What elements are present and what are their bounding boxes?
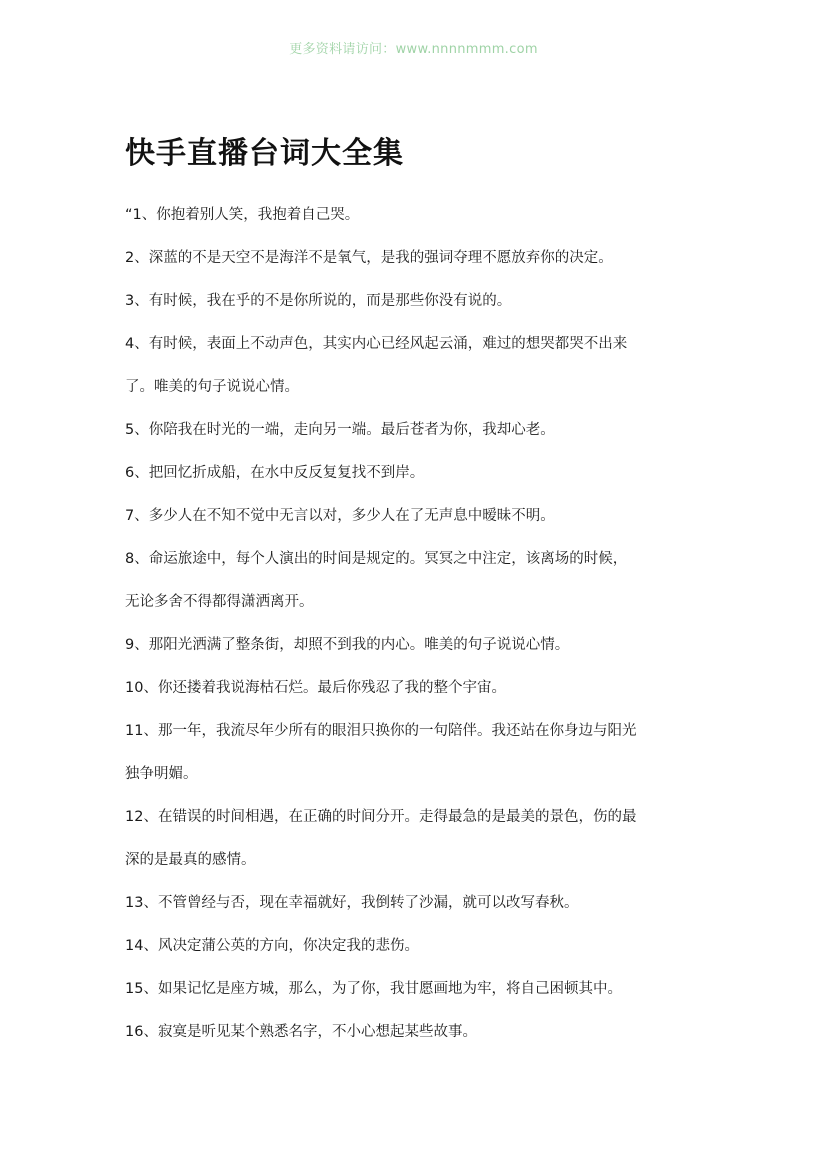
text-line: 3、有时候，我在乎的不是你所说的，而是那些你没有说的。 bbox=[125, 293, 512, 309]
text-line: 独争明媚。 bbox=[125, 766, 198, 782]
text-line: 5、你陪我在时光的一端，走向另一端。最后苍者为你，我却心老。 bbox=[125, 422, 555, 438]
text-line: 6、把回忆折成船，在水中反反复复找不到岸。 bbox=[125, 465, 425, 481]
watermark-text: 更多资料请访问：www.nnnnmmm.com bbox=[289, 42, 538, 57]
text-line: 10、你还搂着我说海枯石烂。最后你残忍了我的整个宇宙。 bbox=[125, 680, 506, 696]
text-line: 16、寂寞是听见某个熟悉名字，不小心想起某些故事。 bbox=[125, 1024, 477, 1040]
text-line: 了。唯美的句子说说心情。 bbox=[125, 379, 299, 395]
text-line: 7、多少人在不知不觉中无言以对，多少人在了无声息中暧昧不明。 bbox=[125, 508, 555, 524]
text-line: 2、深蓝的不是天空不是海洋不是氧气，是我的强词夺理不愿放弃你的决定。 bbox=[125, 250, 613, 266]
text-line: 13、不管曾经与否，现在幸福就好，我倒转了沙漏，就可以改写春秋。 bbox=[125, 895, 579, 911]
document-body bbox=[125, 204, 710, 1043]
text-line: 深的是最真的感情。 bbox=[125, 852, 256, 868]
text-line: 无论多舍不得都得潇洒离开。 bbox=[125, 594, 314, 610]
text-line: 8、命运旅途中，每个人演出的时间是规定的。冥冥之中注定，该离场的时候， bbox=[125, 551, 628, 567]
text-line: 9、那阳光洒满了整条街，却照不到我的内心。唯美的句子说说心情。 bbox=[125, 637, 570, 653]
text-line: 14、风决定蒲公英的方向，你决定我的悲伤。 bbox=[125, 938, 419, 954]
text-line: 11、那一年，我流尽年少所有的眼泪只换你的一句陪伴。我还站在你身边与阳光 bbox=[125, 723, 637, 739]
text-line: 12、在错误的时间相遇，在正确的时间分开。走得最急的是最美的景色，伤的最 bbox=[125, 809, 637, 825]
text-line: 15、如果记忆是座方城，那么，为了你，我甘愿画地为牢，将自己困顿其中。 bbox=[125, 981, 622, 997]
text-line: “1、你抱着别人笑，我抱着自己哭。 bbox=[125, 207, 360, 223]
text-line: 4、有时候，表面上不动声色，其实内心已经风起云涌，难过的想哭都哭不出来 bbox=[125, 336, 628, 352]
document-title: 快手直播台词大全集 bbox=[125, 136, 404, 171]
